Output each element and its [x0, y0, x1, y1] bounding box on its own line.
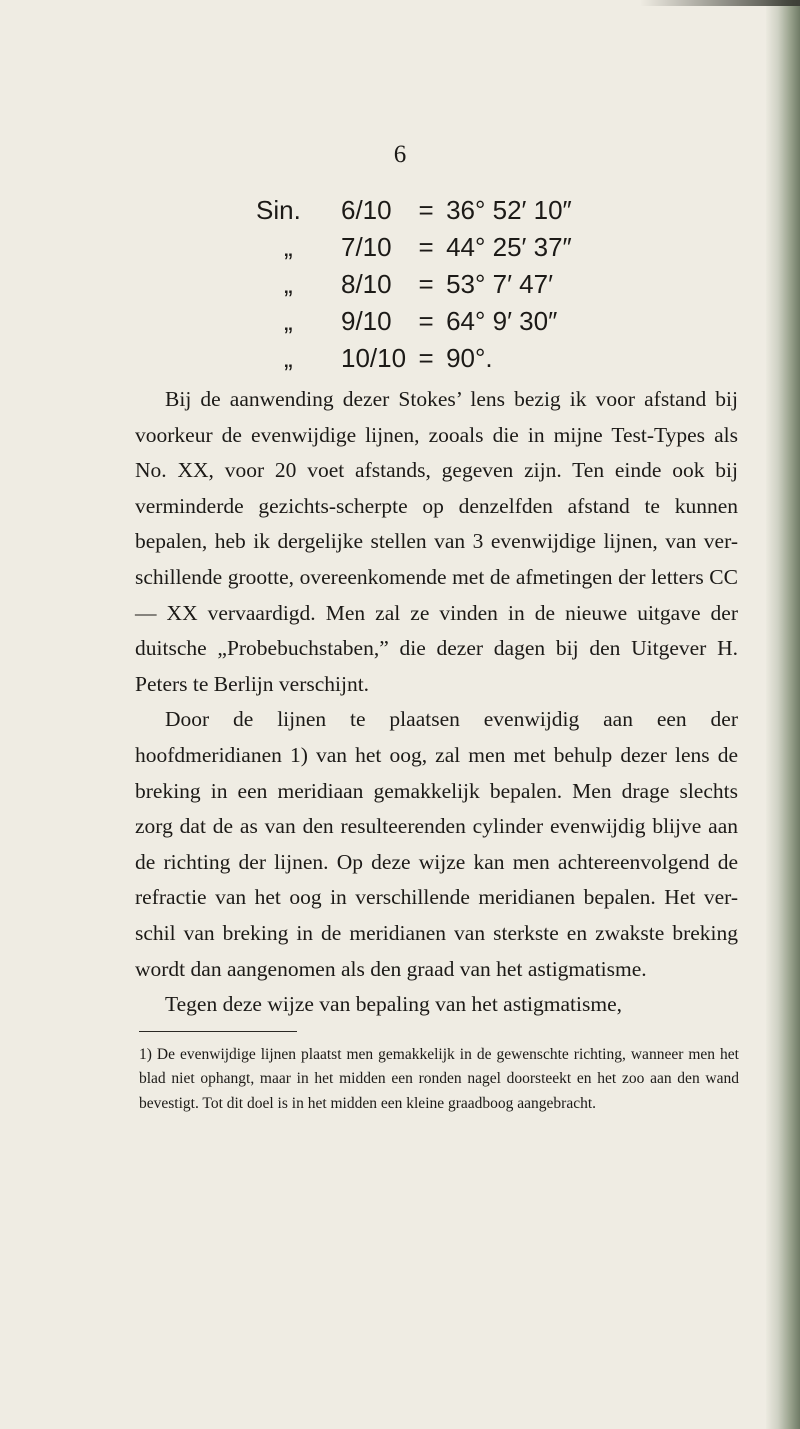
sine-fraction: 9/10	[341, 306, 392, 336]
page-number: 6	[393, 141, 407, 168]
ditto-mark: „	[284, 232, 293, 262]
equals-sign: =	[418, 306, 434, 336]
sine-fraction: 8/10	[341, 269, 392, 299]
angle-value: 36° 52′ 10″	[446, 195, 572, 225]
paragraph: Bij de aanwending dezer Stokes’ lens bezig ik voor afstand bij voorkeur de evenwijdige lijnen, zooals die in mijne Test-Types als No. XX, voor 20 voet afstands, gegeven zijn. Ten einde ook bij verminderde gezichts-scherpte op denzelfden afstand te kunnen bepalen, heb ik dergelijke stellen van 3 evenwijdige lijnen, van ver-schillende grootte, overeenkomende met de afmetingen der letters CC — XX vervaardigd. Men zal ze vinden in de nieuwe uitgave der duitsche „Probebuchstaben,” die dezer dagen bij den Uitgever H. Peters te Berlijn verschijnt.	[135, 387, 738, 696]
equals-sign: =	[418, 269, 434, 299]
main-text	[135, 382, 738, 1023]
equals-sign: =	[418, 343, 434, 373]
sine-fraction: 10/10	[341, 343, 407, 373]
ditto-mark: „	[284, 343, 293, 373]
sine-row	[256, 340, 572, 377]
equals-sign: =	[418, 232, 434, 262]
sine-row	[256, 303, 572, 340]
sine-prefix: Sin.	[256, 195, 301, 225]
sine-fraction: 6/10	[341, 195, 392, 225]
sine-row	[256, 229, 572, 266]
paragraph: Door de lijnen te plaatsen evenwijdig aan een der hoofdmeridianen 1) van het oog, zal men met behulp dezer lens de breking in een meridiaan gemakkelijk bepalen. Men drage slechts zorg dat de as van den resulteerenden cylinder evenwijdig blijve aan de richting der lijnen. Op deze wijze kan men achtereenvolgend de refractie van het oog in verschillende meridianen bepalen. Het ver-schil van breking in de meridianen van sterkste en zwakste breking wordt dan aangenomen als den graad van het astigmatisme.	[135, 707, 738, 981]
sine-fraction: 7/10	[341, 232, 392, 262]
angle-value: 53° 7′ 47′	[446, 269, 553, 299]
angle-value: 44° 25′ 37″	[446, 232, 572, 262]
sine-table	[256, 192, 572, 377]
sine-row	[256, 266, 572, 303]
page-edge-shadow	[766, 0, 800, 1429]
angle-value: 90°.	[446, 343, 493, 373]
footnote-divider	[139, 1031, 297, 1032]
equals-sign: =	[418, 195, 434, 225]
footnote: 1) De evenwijdige lijnen plaatst men gemakkelijk in de gewenschte richting, wanneer men het blad niet ophangt, maar in het midden een ronden nagel doorsteekt en het zoo aan den wand bevestigt. Tot dit doel is in het midden een kleine graadboog aangebracht.	[139, 1046, 739, 1112]
ditto-mark: „	[284, 269, 293, 299]
ditto-mark: „	[284, 306, 293, 336]
sine-row	[256, 192, 572, 229]
page-corner-shadow	[640, 0, 800, 6]
paragraph: Tegen deze wijze van bepaling van het astigmatisme,	[165, 992, 622, 1017]
angle-value: 64° 9′ 30″	[446, 306, 558, 336]
